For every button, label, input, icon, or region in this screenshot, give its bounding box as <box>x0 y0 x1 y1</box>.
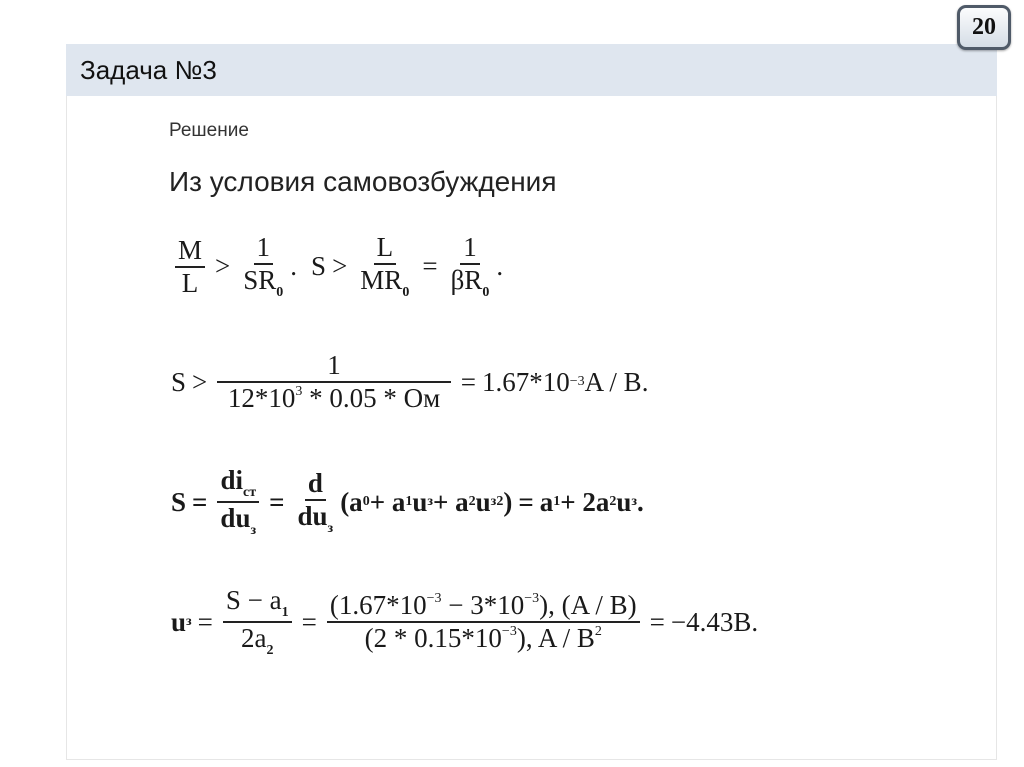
formula-self-excitation: $\frac{M}{L}$ > $\frac{1}{SR_0}$ . S > $\frac{L}{MR_0}$ = $\frac{1}{\beta R_0}$ . <box>171 232 503 301</box>
formula-s-value: S > $\frac{1}{12*10^3 * 0.05 * Ом}$ = 1.67*10 −3 A / B . <box>171 350 649 414</box>
fraction-d-over-du: $\frac{d}{du_з}$ <box>297 467 334 536</box>
formula-s-derivative: S = $\frac{di_{ст}}{du_з}$ = $\frac{d}{du_з}$ (a 0 + a 1 u з + a 2 u з 2 ) = a 1 + 2a 2 u з . <box>171 465 644 539</box>
condition-heading: Из условия самовозбуждения <box>169 166 557 197</box>
fraction-s-minus-a1: $\frac{S - a_1}{2a_2}$ <box>223 585 292 659</box>
fraction-one-over-betar0: $\frac{1}{\beta R_0}$ <box>450 232 490 301</box>
formula-u-result: u з = $\frac{S - a_1}{2a_2}$ = $\frac{(1.67*10^{-3} - 3*10^{-3}), (A / B)}{(2 * 0.15*10^{-3}), A / B^2}$ = −4.43В. <box>171 585 759 659</box>
slide-title-bar <box>66 44 997 96</box>
fraction-di-over-du: $\frac{di_{ст}}{du_з}$ <box>217 465 259 539</box>
fraction-numeric-u: $\frac{(1.67*10^{-3} - 3*10^{-3}), (A / B)}{(2 * 0.15*10^{-3}), A / B^2}$ <box>327 590 640 654</box>
slide-title: Задача №3 <box>80 55 217 85</box>
fraction-one-over-sr0: $\frac{1}{SR_0}$ <box>243 232 284 301</box>
solution-label: Решение <box>169 120 249 141</box>
page-number-badge <box>957 5 1011 50</box>
fraction-s-numeric: $\frac{1}{12*10^3 * 0.05 * Ом}$ <box>217 350 451 414</box>
page-number: 20 <box>960 8 1008 47</box>
fraction-l-over-mr0: $\frac{L}{MR_0}$ <box>360 232 410 301</box>
fraction-m-over-l: $\frac{M}{L}$ <box>175 235 205 299</box>
